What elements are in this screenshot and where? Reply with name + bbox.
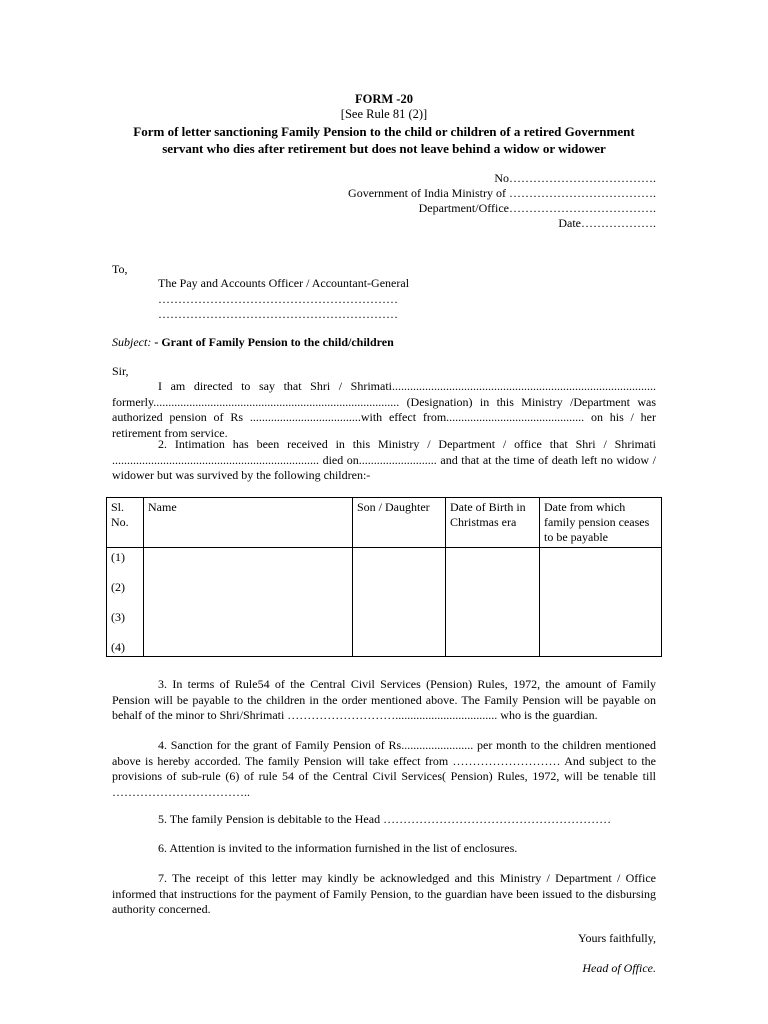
subject-label: Subject: <box>112 335 152 349</box>
header-son-daughter: Son / Daughter <box>353 498 446 548</box>
signatory: Head of Office. <box>582 961 656 975</box>
addressee: The Pay and Accounts Officer / Accountant-General <box>158 276 410 290</box>
table-row <box>107 548 662 657</box>
address-line-1: …………………………………………………… <box>158 292 398 306</box>
reference-no: No………………………………. <box>494 171 656 185</box>
header-date-of-birth: Date of Birth in Christmas era <box>446 498 540 548</box>
date-pension-ceases-cell <box>540 548 662 657</box>
paragraph-3: 3. In terms of Rule54 of the Central Civil Services (Pension) Rules, 1972, the amount of Family Pension will be payable to the children in the order mentioned above. The Family Pension will be payable on behalf of the minor to Shri/Shrimati ……………………….................................. who is the guardian. <box>112 677 656 723</box>
salutation: Sir, <box>112 364 129 378</box>
paragraph-1: I am directed to say that Shri / Shrimati........................................................................................ formerly.................................................................................. (Designation) in this Ministry /Department was authorized pension of Rs .....................................with effect from.............................................. on his / her retirement from service. <box>112 379 656 440</box>
row-number: (1) <box>111 550 125 564</box>
subject-line <box>112 335 394 350</box>
reference-department: Department/Office………………………………. <box>418 201 656 215</box>
reference-date: Date………………. <box>558 216 656 230</box>
paragraph-5: 5. The family Pension is debitable to the Head ………………………………………………… <box>158 812 612 826</box>
yours-faithfully: Yours faithfully, <box>577 931 656 945</box>
son-daughter-cell <box>353 548 446 657</box>
form-title-line1: Form of letter sanctioning Family Pension to the child or children of a retired Government <box>133 124 635 139</box>
reference-government: Government of India Ministry of ………………………………. <box>348 186 656 200</box>
form-title <box>0 124 768 158</box>
header-name: Name <box>144 498 353 548</box>
date-of-birth-cell <box>446 548 540 657</box>
rule-reference: [See Rule 81 (2)] <box>340 107 428 121</box>
table-header-row <box>107 498 662 548</box>
form-title-line2: servant who dies after retirement but does not leave behind a widow or widower <box>162 140 606 156</box>
header-sl-no: Sl. No. <box>107 498 144 548</box>
paragraph-2: 2. Intimation has been received in this Ministry / Department / office that Shri / Shrimati ..................................................................... died on.......................... and that at the time of death left no widow / widower but was survived by the following children:- <box>112 437 656 483</box>
children-table <box>106 497 662 657</box>
paragraph-6: 6. Attention is invited to the information furnished in the list of enclosures. <box>158 841 518 855</box>
address-to: To, <box>112 262 128 276</box>
sl-no-cell <box>107 548 144 657</box>
row-number: (2) <box>111 580 125 594</box>
row-number: (3) <box>111 610 125 624</box>
address-line-2: …………………………………………………… <box>158 307 398 321</box>
row-number: (4) <box>111 640 125 654</box>
name-cell <box>144 548 353 657</box>
paragraph-4: 4. Sanction for the grant of Family Pension of Rs........................ per month to the children mentioned above is hereby accorded. The family Pension will take effect from ……………………… And subject to the provisions of sub-rule (6) of rule 54 of the Central Civil Services( Pension) Rules, 1972, will be tenable till …………………………….. <box>112 738 656 799</box>
subject-text: - Grant of Family Pension to the child/children <box>154 335 394 349</box>
paragraph-7: 7. The receipt of this letter may kindly be acknowledged and this Ministry / Department / Office informed that instructions for the payment of Family Pension, to the guardian have been issued to the disbursing authority concerned. <box>112 871 656 917</box>
form-number: FORM -20 <box>355 92 413 106</box>
header-date-pension-ceases: Date from which family pension ceases to be payable <box>540 498 662 548</box>
